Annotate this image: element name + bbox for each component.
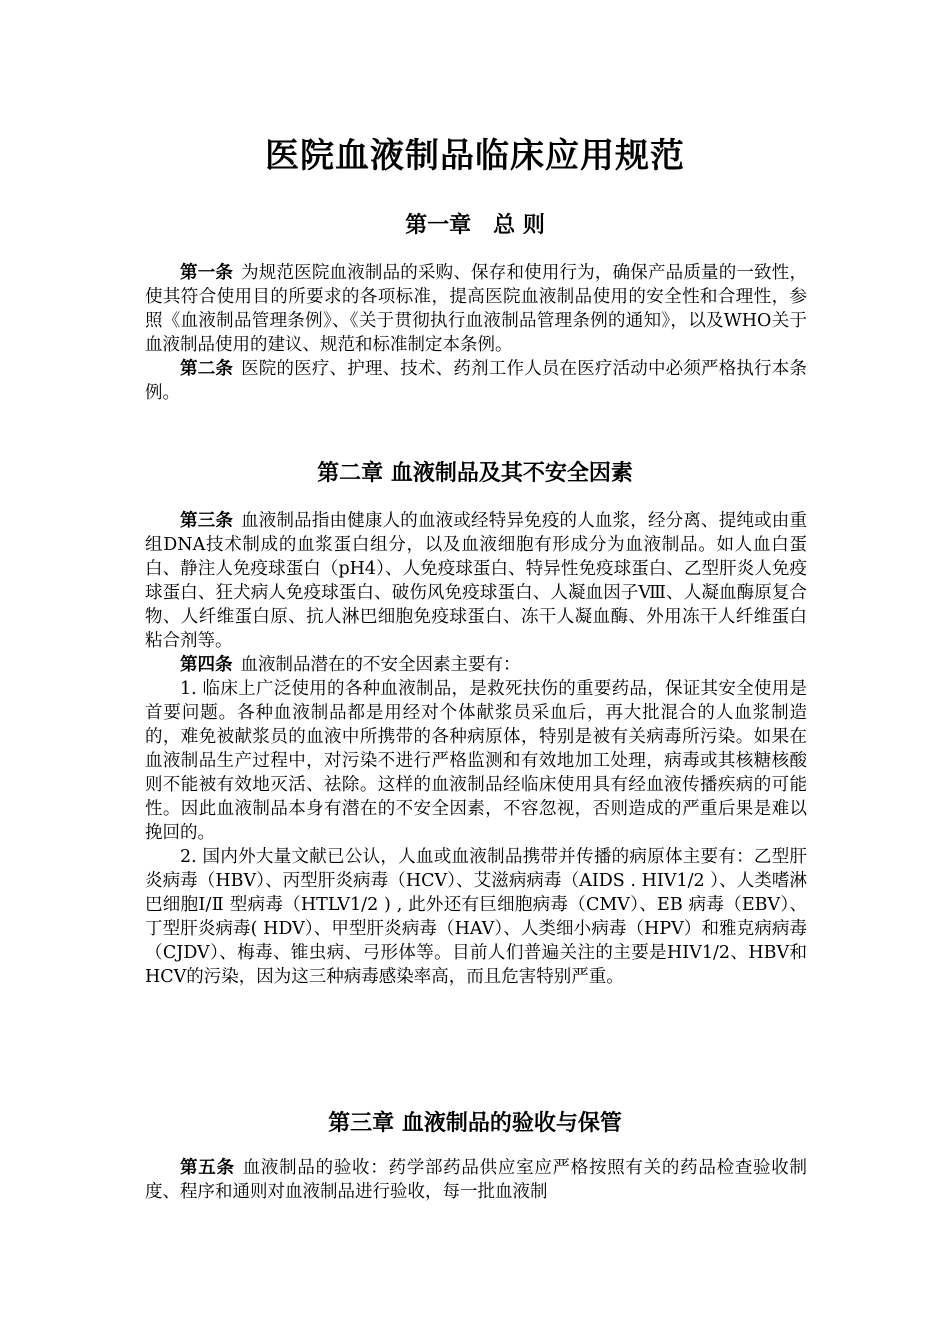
article-2-label: 第二条 — [180, 359, 234, 379]
chapter-2-body — [145, 509, 807, 989]
article-3-text: 血液制品指由健康人的血液或经特异免疫的人血浆，经分离、提纯或由重组DNA技术制成的血浆蛋白组分，以及血液细胞有形成分为血液制品。如人血白蛋白、静注人免疫球蛋白（pH4）、人免疫球蛋白、特异性免疫球蛋白、乙型肝炎人免疫球蛋白、狂犬病人免疫球蛋白、破伤风免疫球蛋白、人凝血因子Ⅷ、人凝血酶原复合物、人纤维蛋白原、抗人淋巴细胞免疫球蛋白、冻干人凝血酶、外用冻干人纤维蛋白粘合剂等。 — [145, 511, 808, 651]
chapter-3-body — [145, 1156, 807, 1204]
chapter-1-heading: 第一章 总 则 — [405, 212, 545, 238]
article-2 — [145, 357, 807, 405]
article-2-text: 医院的医疗、护理、技术、药剂工作人员在医疗活动中必须严格执行本条例。 — [145, 359, 808, 403]
article-1-label: 第一条 — [180, 263, 234, 283]
article-4-text: 血液制品潜在的不安全因素主要有： — [240, 655, 521, 675]
article-1 — [145, 261, 807, 357]
article-5-label: 第五条 — [180, 1158, 235, 1178]
article-3 — [145, 509, 807, 653]
article-4 — [145, 653, 807, 677]
chapter-2-heading: 第二章 血液制品及其不安全因素 — [317, 460, 633, 486]
article-4-item-2: 2. 国内外大量文献已公认，人血或血液制品携带并传播的病原体主要有：乙型肝炎病毒（HBV）、丙型肝炎病毒（HCV）、艾滋病病毒（AIDS . HIV1/2 ）、人类嗜淋巴细胞Ⅰ/Ⅱ 型病毒（HTLV1/2 ) , 此外还有巨细胞病毒（CMV）、EB 病毒（EBV）、丁型肝炎病毒( HDV）、甲型肝炎病毒（HAV）、人类细小病毒（HPV）和雅克病病毒（CJDV）、梅毒、锥虫病、弓形体等。目前人们普遍关注的主要是HIV1/2、HBV和HCV的污染，因为这三种病毒感染率高，而且危害特别严重。 — [145, 847, 807, 987]
chapter-1-body — [145, 261, 807, 405]
article-5 — [145, 1156, 807, 1204]
article-4-label: 第四条 — [180, 655, 233, 675]
article-5-text: 血液制品的验收：药学部药品供应室应严格按照有关的药品检查验收制度、程序和通则对血液制品进行验收，每一批血液制 — [145, 1158, 808, 1202]
document-title: 医院血液制品临床应用规范 — [265, 136, 685, 176]
article-1-text: 为规范医院血液制品的采购、保存和使用行为，确保产品质量的一致性，使其符合使用目的所要求的各项标准，提高医院血液制品使用的安全性和合理性，参照《血液制品管理条例》、《关于贯彻执行血液制品管理条例的通知》，以及WHO关于血液制品使用的建议、规范和标准制定本条例。 — [145, 263, 808, 355]
chapter-3-heading: 第三章 血液制品的验收与保管 — [328, 1110, 622, 1136]
article-4-item-1: 1. 临床上广泛使用的各种血液制品，是救死扶伤的重要药品，保证其安全使用是首要问题。各种血液制品都是用经对个体献浆员采血后，再大批混合的人血浆制造的，难免被献浆员的血液中所携带的各种病原体，特别是被有关病毒所污染。如果在血液制品生产过程中，对污染不进行严格监测和有效地加工处理，病毒或其核糖核酸则不能被有效地灭活、祛除。这样的血液制品经临床使用具有经血液传播疾病的可能性。因此血液制品本身有潜在的不安全因素，不容忽视，否则造成的严重后果是难以挽回的。 — [145, 679, 807, 843]
article-3-label: 第三条 — [180, 511, 234, 531]
